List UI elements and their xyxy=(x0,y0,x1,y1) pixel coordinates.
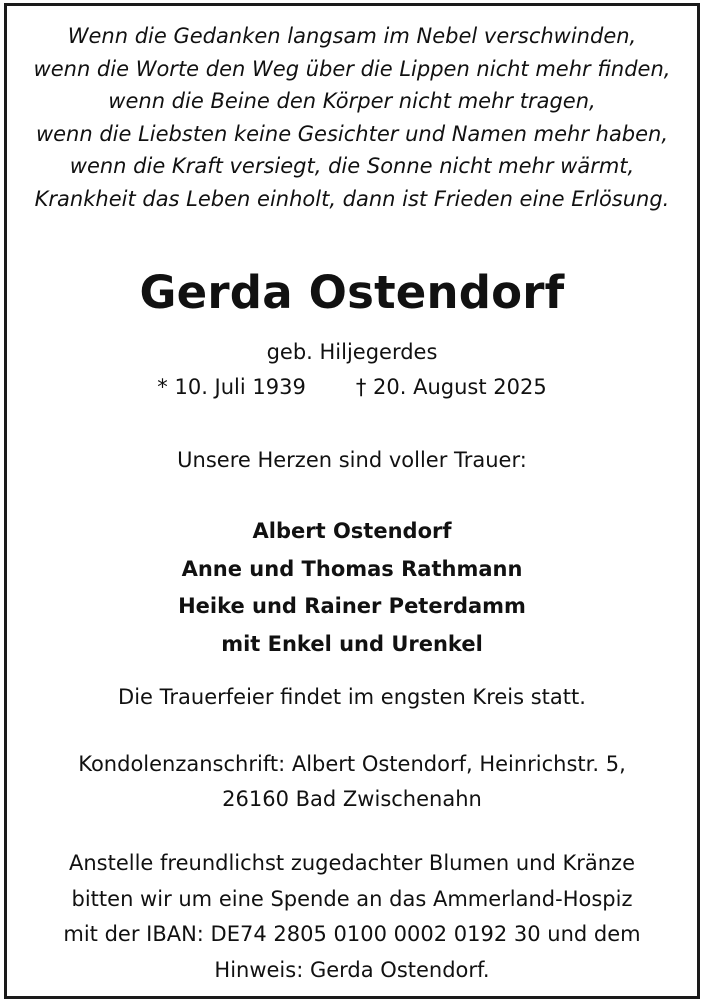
mourner-name: Heike und Rainer Peterdamm xyxy=(178,594,526,618)
poem-line: wenn die Beine den Körper nicht mehr tragen, xyxy=(108,89,596,113)
death-date: † 20. August 2025 xyxy=(355,375,547,399)
donation-line: Hinweis: Gerda Ostendorf. xyxy=(214,957,490,982)
address-line: Kondolenzanschrift: Albert Ostendorf, Heinrichstr. 5, xyxy=(78,752,626,776)
birth-date: * 10. Juli 1939 xyxy=(157,375,306,399)
donation-line: bitten wir um eine Spende an das Ammerland-Hospiz xyxy=(71,886,633,911)
obituary-frame xyxy=(4,3,700,999)
mourners-list xyxy=(7,513,697,663)
poem xyxy=(7,20,697,215)
poem-line: wenn die Worte den Weg über die Lippen nicht mehr finden, xyxy=(33,56,671,81)
condolence-address xyxy=(7,747,697,817)
birth-name: geb. Hiljegerdes xyxy=(266,340,438,364)
mourner-name: Anne und Thomas Rathmann xyxy=(181,556,523,581)
ceremony-note: Die Trauerfeier findet im engsten Kreis statt. xyxy=(118,685,586,709)
poem-line: Wenn die Gedanken langsam im Nebel verschwinden, xyxy=(67,24,637,48)
poem-line: wenn die Kraft versiegt, die Sonne nicht mehr wärmt, xyxy=(69,154,635,178)
poem-line: wenn die Liebsten keine Gesichter und Namen mehr haben, xyxy=(35,121,669,146)
address-line: 26160 Bad Zwischenahn xyxy=(222,787,482,811)
mourning-intro: Unsere Herzen sind voller Trauer: xyxy=(177,448,527,472)
deceased-name: Gerda Ostendorf xyxy=(139,266,565,319)
mourner-name: mit Enkel und Urenkel xyxy=(221,631,483,656)
donation-line: mit der IBAN: DE74 2805 0100 0002 0192 30 und dem xyxy=(63,922,641,946)
donation-note xyxy=(7,846,697,988)
poem-line: Krankheit das Leben einholt, dann ist Frieden eine Erlösung. xyxy=(34,186,670,211)
mourner-name: Albert Ostendorf xyxy=(252,519,452,543)
donation-line: Anstelle freundlichst zugedachter Blumen und Kränze xyxy=(68,851,635,875)
life-dates xyxy=(7,371,697,403)
